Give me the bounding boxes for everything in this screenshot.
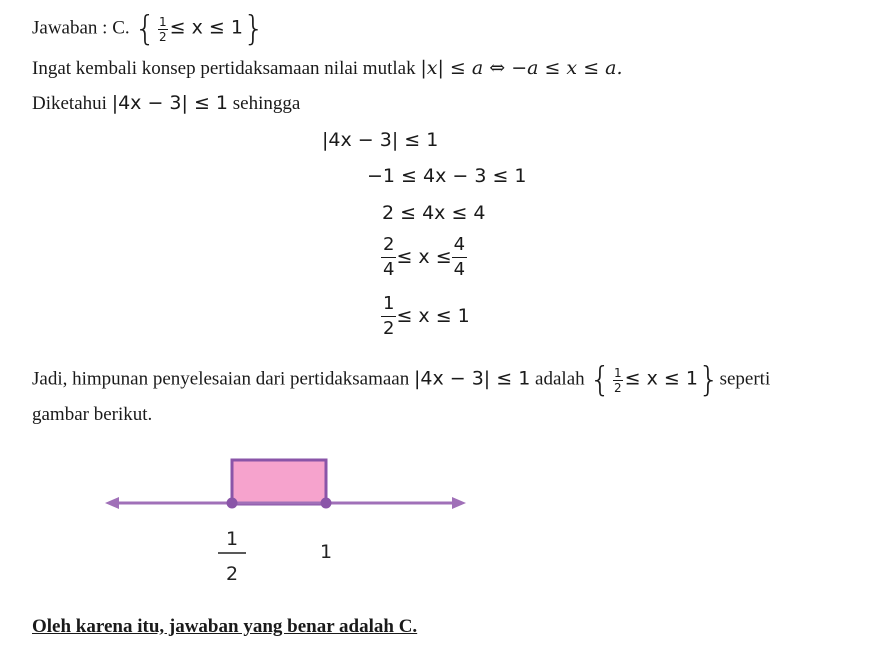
conclusion-math: |4x − 3| ≤ 1 (413, 367, 531, 390)
solution-interval-box (232, 460, 326, 504)
answer-frac-num: 1 (159, 14, 167, 29)
conclusion-set-rest: ≤ x ≤ 1 (624, 367, 698, 390)
step-4 (381, 236, 467, 279)
step5-num: 1 (381, 295, 396, 317)
left-label-num: 1 (225, 528, 239, 550)
set-close-brace: } (242, 9, 265, 49)
given-line (32, 94, 300, 113)
step-1: |4x − 3| ≤ 1 (322, 129, 439, 151)
given-text-after: sehingga (232, 93, 301, 114)
conclusion-line-2: gambar berikut. (32, 404, 153, 425)
concept-line (32, 59, 623, 78)
conclusion-set-open: { (589, 360, 612, 400)
conclusion-line (32, 360, 771, 400)
answer-prefix: Jawaban : C. (32, 17, 130, 39)
answer-set-rest: ≤ x ≤ 1 (169, 16, 243, 39)
answer-fraction (158, 16, 168, 43)
given-text-before: Diketahui (32, 93, 107, 114)
step4-left-fraction (381, 236, 396, 279)
given-math: |4x − 3| ≤ 1 (111, 92, 228, 114)
step5-den: 2 (383, 318, 395, 339)
left-arrow-icon (105, 497, 119, 509)
step4-right-num: 4 (452, 236, 467, 258)
step4-left-den: 4 (383, 259, 395, 280)
answer-line (32, 9, 265, 49)
step-3: 2 ≤ 4x ≤ 4 (382, 202, 486, 224)
step-5 (381, 295, 470, 338)
conclusion-frac-num: 1 (614, 365, 622, 380)
final-statement: Oleh karena itu, jawaban yang benar adalah C. (32, 616, 418, 637)
step5-fraction (381, 295, 396, 338)
step4-right-den: 4 (453, 259, 466, 280)
step4-left-num: 2 (381, 236, 396, 258)
number-line-figure (100, 450, 480, 590)
conclusion-text-after: seperti (719, 368, 771, 390)
concept-math: |x| ≤ a ⇔ −a ≤ x ≤ a. (420, 57, 623, 79)
concept-text: Ingat kembali konsep pertidaksamaan nilai mutlak (32, 58, 416, 79)
conclusion-text-mid: adalah (535, 368, 585, 390)
step5-rest: ≤ x ≤ 1 (396, 305, 470, 327)
left-endpoint (227, 498, 238, 509)
right-arrow-icon (452, 497, 466, 509)
step4-right-fraction (452, 236, 467, 279)
step-2: −1 ≤ 4x − 3 ≤ 1 (367, 165, 527, 187)
step4-mid: ≤ x ≤ (396, 246, 452, 268)
conclusion-text-before: Jadi, himpunan penyelesaian dari pertidaksamaan (32, 368, 410, 390)
right-label: 1 (319, 541, 333, 563)
right-endpoint (321, 498, 332, 509)
set-open-brace: { (134, 9, 157, 49)
conclusion-frac-den: 2 (614, 380, 622, 395)
left-label-den: 2 (225, 563, 239, 585)
answer-frac-den: 2 (159, 29, 167, 44)
conclusion-set-close: } (697, 360, 720, 400)
conclusion-fraction (613, 367, 623, 394)
